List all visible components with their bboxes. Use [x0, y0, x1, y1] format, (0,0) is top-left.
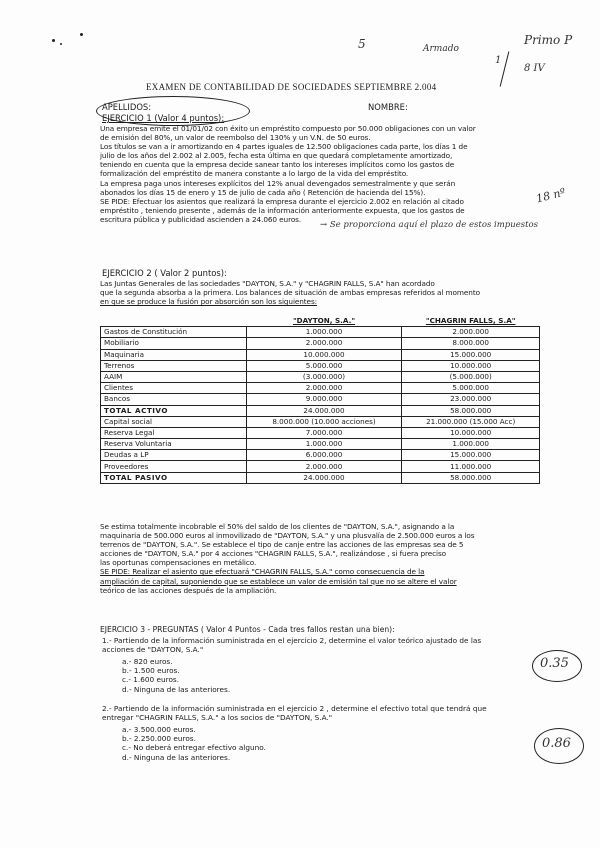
ex1-line: julio de los años del 2.002 al 2.005, fecha esta última en que quedará completamente amortizado,	[100, 151, 453, 161]
row-label: TOTAL ACTIVO	[101, 405, 247, 416]
ex2-after-line: Se estima totalmente incobrable el 50% del saldo de los clientes de "DAYTON, S.A.", asignando a la	[100, 522, 455, 531]
row-dayton: 7.000.000	[246, 427, 402, 438]
ex1-line: de emisión del 80%, un valor de reembolso del 130% y un V.N. de 50 euros.	[100, 133, 371, 143]
ex1-line: Una empresa emite el 01/01/02 con éxito un empréstito compuesto por 50.000 obligaciones con un valor	[100, 124, 476, 133]
ex1-line: La empresa paga unos intereses explícitos del 12% anual devengados semestralmente y que serán	[100, 178, 456, 188]
row-label: AAIM	[101, 371, 247, 382]
option[interactable]: b.- 1.500 euros.	[122, 666, 180, 676]
ex2-after-line: acciones de "DAYTON, S.A." por 4 acciones "CHAGRIN FALLS, S.A.", realizándose , si fuera preciso	[100, 549, 447, 559]
nombre-label: NOMBRE:	[368, 102, 408, 112]
ex1-line: escritura pública y publicidad ascienden a 24.060 euros.	[100, 214, 302, 224]
table-row	[101, 450, 540, 461]
table-row	[101, 394, 540, 405]
row-label: Terrenos	[101, 360, 247, 371]
ink-speck	[52, 39, 55, 42]
row-chagrin: 15.000.000	[402, 349, 540, 360]
handwritten-fraction-top: 1	[495, 55, 502, 66]
ex2-intro	[100, 279, 480, 306]
handwritten-line: → Se proporciona aquí el plazo de estos impuestos	[320, 220, 538, 230]
ex1-line: empréstito , teniendo presente , además de la información anteriormente expuesta, que los gastos de	[100, 205, 465, 215]
ex1-heading: EJERCICIO 1 (Valor 4 puntos):	[102, 113, 225, 123]
row-chagrin: 11.000.000	[402, 461, 540, 472]
table-row	[101, 461, 540, 472]
handwritten-five: 5	[358, 37, 366, 51]
handwritten-name: Primo P	[524, 33, 573, 47]
table-row	[101, 427, 540, 438]
ex2-after-line: terrenos de "DAYTON, S.A.". Se establece el tipo de canje entre las acciones de las empresas sea de 5	[100, 540, 464, 550]
ex1-line: teniendo en cuenta que la empresa decide sanear tanto los intereses implícitos como los gastos de	[100, 160, 455, 170]
row-label: Reserva Voluntaria	[101, 439, 247, 450]
row-dayton: 9.000.000	[246, 394, 402, 405]
handwritten-scribble: Armado	[423, 44, 459, 54]
question-2-line: entregar "CHAGRIN FALLS, S.A." a los socios de "DAYTON, S.A."	[102, 713, 333, 723]
option[interactable]: c.- 1.600 euros.	[122, 675, 180, 685]
row-chagrin: 58.000.000	[402, 472, 540, 483]
ex2-after-line: maquinaria de 500.000 euros al inmovilizado de "DAYTON, S.A." y una plusvalía de 2.500.000 euros a los	[100, 531, 475, 541]
handwritten-fraction-bottom: 8 IV	[524, 63, 545, 74]
row-chagrin: 23.000.000	[402, 394, 540, 405]
table-row	[101, 416, 540, 427]
ink-speck	[80, 33, 83, 36]
balance-table	[100, 316, 540, 484]
question-2-line: 2.- Partiendo de la información suministrada en el ejercicio 2 , determine el efectivo total que tendrá que	[102, 704, 487, 713]
ex2-after-line: las oportunas compensaciones en metálico.	[100, 558, 257, 568]
option[interactable]: c.- No deberá entregar efectivo alguno.	[122, 743, 266, 753]
ex1-text	[100, 124, 476, 224]
row-label: Deudas a LP	[101, 450, 247, 461]
row-chagrin: 15.000.000	[402, 450, 540, 461]
option[interactable]: b.- 2.250.000 euros.	[122, 734, 196, 744]
ex1-line: Los títulos se van a ir amortizando en 4 partes iguales de 12.500 obligaciones cada parte, los días 1 de	[100, 142, 468, 152]
total-pasivo-row	[101, 472, 540, 483]
ex2-pide-line: SE PIDE: Realizar el asiento que efectuará "CHAGRIN FALLS, S.A." como consecuencia de la	[100, 567, 425, 577]
header-blank	[101, 316, 247, 327]
balance-header	[101, 316, 540, 327]
row-chagrin: 8.000.000	[402, 338, 540, 349]
ex2-pide-line: ampliación de capital, suponiendo que se establece un valor de emisión tal que no se altere el valor	[100, 576, 457, 586]
row-label: Clientes	[101, 383, 247, 394]
row-chagrin: 10.000.000	[402, 427, 540, 438]
question-1-line: acciones de "DAYTON, S.A."	[102, 645, 204, 655]
row-dayton: 2.000.000	[246, 338, 402, 349]
question-1	[102, 636, 481, 654]
question-1-line: 1.- Partiendo de la información suministrada en el ejercicio 2, determine el valor teórico ajustado de las	[102, 636, 482, 645]
question-2-options	[122, 725, 266, 762]
row-chagrin: 21.000.000 (15.000 Acc)	[402, 416, 540, 427]
question-2	[102, 704, 487, 722]
row-chagrin: 10.000.000	[402, 360, 540, 371]
row-dayton: 2.000.000	[246, 461, 402, 472]
table-row	[101, 383, 540, 394]
col-chagrin: "CHAGRIN FALLS, S.A"	[402, 316, 540, 327]
row-label: Capital social	[101, 416, 247, 427]
ex1-line: SE PIDE: Efectuar los asientos que realizará la empresa durante el ejercicio 2.002 en relación al citado	[100, 196, 464, 206]
row-chagrin: 58.000.000	[402, 405, 540, 416]
table-row	[101, 349, 540, 360]
row-dayton: 5.000.000	[246, 360, 402, 371]
row-chagrin: 5.000.000	[402, 383, 540, 394]
row-dayton: 8.000.000 (10.000 acciones)	[246, 416, 402, 427]
row-dayton: (3.000.000)	[246, 371, 402, 382]
row-dayton: 1.000.000	[246, 439, 402, 450]
ex2-intro-line: que la segunda absorba a la primera. Los balances de situación de ambas empresas referidos al momento	[100, 288, 480, 298]
table-row	[101, 360, 540, 371]
ex2-heading: EJERCICIO 2 ( Valor 2 puntos):	[102, 268, 227, 278]
ex1-line: abonados los días 15 de enero y 15 de julio de cada año ( Retención de hacienda del 15%).	[100, 187, 426, 197]
total-activo-row	[101, 405, 540, 416]
row-label: Proveedores	[101, 461, 247, 472]
apellidos-label: APELLIDOS:	[102, 102, 152, 112]
row-dayton: 24.000.000	[246, 405, 402, 416]
row-label: TOTAL PASIVO	[101, 472, 247, 483]
ex1-line: formalización del empréstito de manera constante a lo largo de la vida del empréstito.	[100, 169, 409, 179]
row-chagrin: 2.000.000	[402, 327, 540, 338]
row-dayton: 6.000.000	[246, 450, 402, 461]
table-row	[101, 327, 540, 338]
row-label: Maquinaria	[101, 349, 247, 360]
row-dayton: 24.000.000	[246, 472, 402, 483]
row-dayton: 2.000.000	[246, 383, 402, 394]
row-label: Bancos	[101, 394, 247, 405]
row-dayton: 1.000.000	[246, 327, 402, 338]
score-2: 0.86	[542, 736, 571, 751]
ex2-intro-line: Las Juntas Generales de las sociedades "DAYTON, S.A." y "CHAGRIN FALLS, S.A" han acordado	[100, 279, 435, 288]
ex2-intro-line: en que se produce la fusión por absorción son los siguientes:	[100, 297, 318, 307]
ex3-heading: EJERCICIO 3 - PREGUNTAS ( Valor 4 Puntos - Cada tres fallos restan una bien):	[100, 625, 395, 634]
col-dayton: "DAYTON, S.A."	[246, 316, 402, 327]
option[interactable]: a.- 3.500.000 euros.	[122, 725, 196, 734]
row-label: Reserva Legal	[101, 427, 247, 438]
question-1-options	[122, 657, 230, 694]
table-row	[101, 338, 540, 349]
row-dayton: 10.000.000	[246, 349, 402, 360]
option[interactable]: a.- 820 euros.	[122, 657, 173, 666]
ink-speck	[60, 43, 62, 45]
option[interactable]: d.- Ninguna de las anteriores.	[122, 684, 231, 694]
row-label: Mobiliario	[101, 338, 247, 349]
table-row	[101, 439, 540, 450]
ex2-pide-line: teórico de las acciones después de la ampliación.	[100, 585, 277, 595]
margin-note: 18 nº	[534, 185, 567, 206]
table-row	[101, 371, 540, 382]
option[interactable]: d.- Ninguna de las anteriores.	[122, 752, 231, 762]
ex2-after	[100, 522, 474, 595]
row-chagrin: 1.000.000	[402, 439, 540, 450]
row-label: Gastos de Constitución	[101, 327, 247, 338]
exam-title: EXAMEN DE CONTABILIDAD DE SOCIEDADES SEPTIEMBRE 2.004	[146, 82, 437, 92]
row-chagrin: (5.000.000)	[402, 371, 540, 382]
score-1: 0.35	[540, 656, 569, 671]
